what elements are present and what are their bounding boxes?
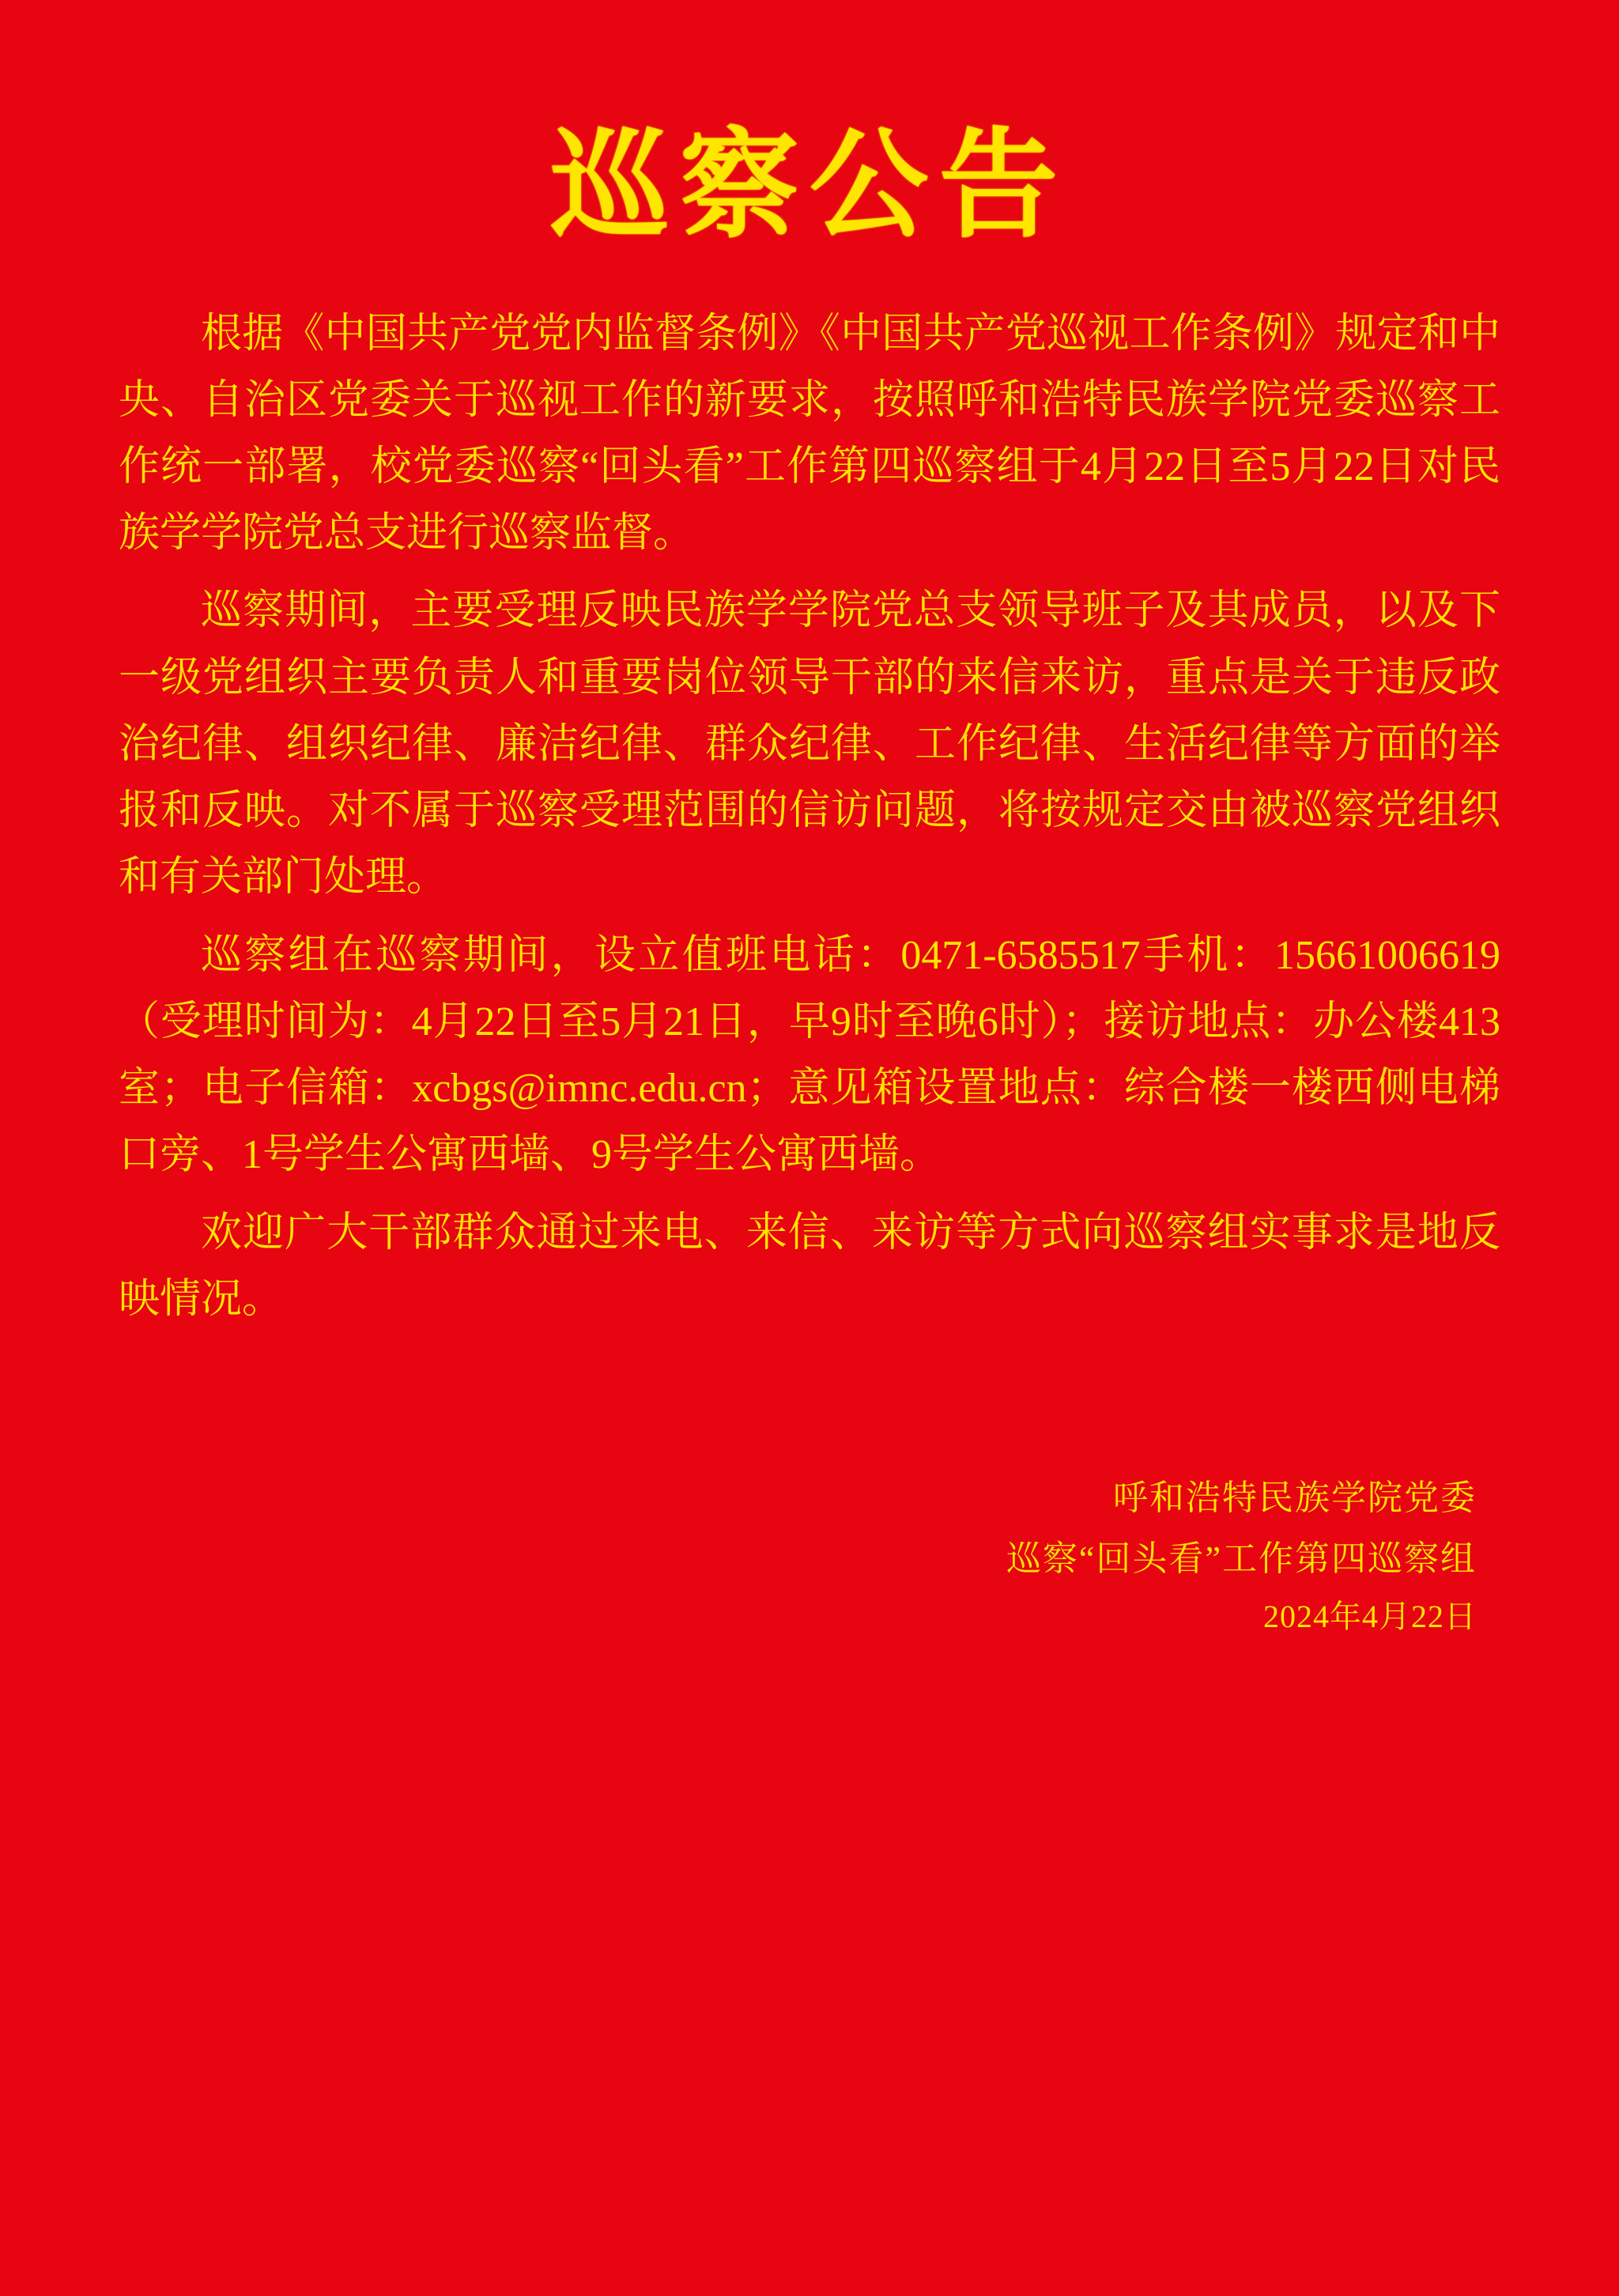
paragraph-3: 巡察组在巡察期间，设立值班电话：0471-6585517手机：15661006619（受理时间为：4月22日至5月21日，早9时至晚6时）；接访地点：办公楼413室；电子信箱：xcbgs@imnc.edu.cn；意见箱设置地点：综合楼一楼西侧电梯口旁、1号学生公寓西墙、9号学生公寓西墙。	[119, 932, 1500, 1178]
signature-group: 巡察“回头看”工作第四巡察组	[1006, 1539, 1477, 1579]
page-title: 巡察公告	[549, 121, 1069, 252]
paragraph-1: 根据《中国共产党党内监督条例》《中国共产党巡视工作条例》规定和中央、自治区党委关于巡视工作的新要求，按照呼和浩特民族学院党委巡察工作统一部署，校党委巡察“回头看”工作第四巡察组于4月22日至5月22日对民族学学院党总支进行巡察监督。	[119, 311, 1500, 557]
signature-date: 2024年4月22日	[1263, 1599, 1477, 1635]
paragraph-2: 巡察期间，主要受理反映民族学学院党总支领导班子及其成员，以及下一级党组织主要负责人和重要岗位领导干部的来信来访，重点是关于违反政治纪律、组织纪律、廉洁纪律、群众纪律、工作纪律、生活纪律等方面的举报和反映。对不属于巡察受理范围的信访问题，将按规定交由被巡察党组织和有关部门处理。	[119, 588, 1500, 901]
signature-block	[119, 1467, 1500, 1645]
notice-body	[119, 301, 1500, 1334]
signature-organization: 呼和浩特民族学院党委	[1113, 1478, 1477, 1518]
paragraph-4: 欢迎广大干部群众通过来电、来信、来访等方式向巡察组实事求是地反映情况。	[119, 1210, 1500, 1322]
